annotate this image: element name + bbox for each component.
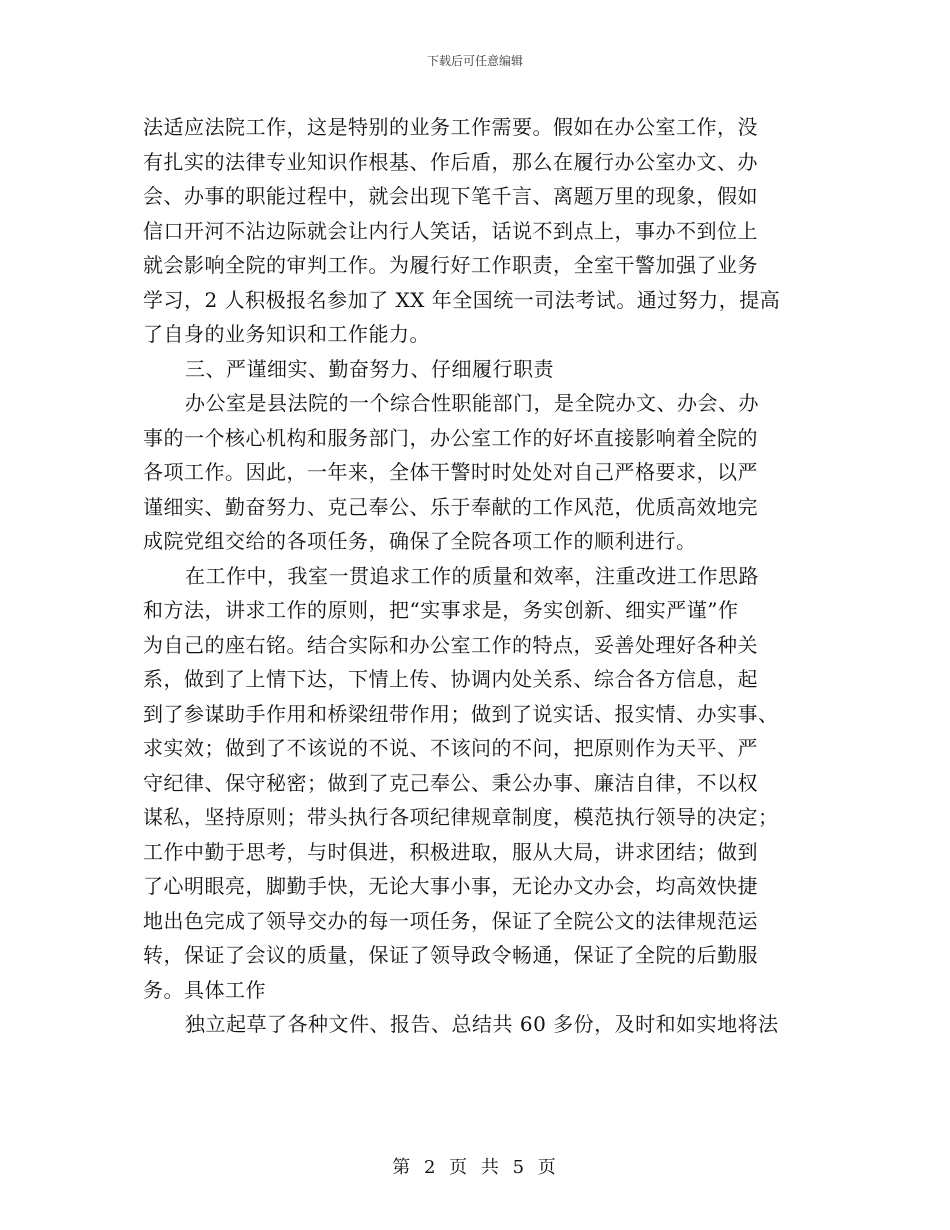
text-line: 守纪律、保守秘密；做到了克己奉公、秉公办事、廉洁自律，不以权 bbox=[143, 770, 758, 795]
text-line: 三、严谨细实、勤奋努力、仔细履行职责 bbox=[185, 356, 554, 381]
text-line: 事的一个核心机构和服务部门，办公室工作的好坏直接影响着全院的 bbox=[143, 425, 758, 450]
body-text bbox=[143, 110, 808, 1042]
text-line: 信口开河不沾边际就会让内行人笑话，话说不到点上，事办不到位上 bbox=[143, 218, 758, 243]
text-line: 独立起草了各种文件、报告、总结共 60 多份，及时和如实地将法 bbox=[185, 1012, 779, 1036]
text-line: 工作中勤于思考，与时俱进，积极进取，服从大局，讲求团结；做到 bbox=[143, 839, 758, 864]
text-line: 了自身的业务知识和工作能力。 bbox=[143, 322, 430, 346]
text-line: 各项工作。因此，一年来，全体干警时时处处对自己严格要求，以严 bbox=[143, 460, 758, 484]
text-line: 了心明眼亮，脚勤手快，无论大事小事，无论办文办会，均高效快捷 bbox=[143, 874, 758, 898]
text-line: 到了参谋助手作用和桥梁纽带作用；做到了说实话、报实情、办实事、 bbox=[143, 701, 779, 726]
text-line: 办公室是县法院的一个综合性职能部门，是全院办文、办会、办 bbox=[185, 391, 759, 415]
header-note: 下载后可任意编辑 bbox=[426, 54, 523, 68]
text-line: 有扎实的法律专业知识作根基、作后盾，那么在履行办公室办文、办 bbox=[143, 149, 758, 174]
text-line: 学习，2 人积极报名参加了 XX 年全国统一司法考试。通过努力，提高 bbox=[143, 287, 781, 312]
text-line: 转，保证了会议的质量，保证了领导政令畅通，保证了全院的后勤服 bbox=[143, 943, 758, 967]
text-line: 谨细实、勤奋努力、克己奉公、乐于奉献的工作风范，优质高效地完 bbox=[143, 494, 758, 519]
text-line: 谋私，坚持原则；带头执行各项纪律规章制度，模范执行领导的决定； bbox=[143, 805, 779, 829]
text-line: 成院党组交给的各项任务，确保了全院各项工作的顺利进行。 bbox=[143, 529, 697, 553]
text-line: 就会影响全院的审判工作。为履行好工作职责，全室干警加强了业务 bbox=[143, 253, 758, 277]
page-footer: 第 2 页 共 5 页 bbox=[392, 1157, 558, 1178]
text-line: 会、办事的职能过程中，就会出现下笔千言、离题万里的现象，假如 bbox=[143, 184, 758, 208]
text-line: 为自己的座右铭。结合实际和办公室工作的特点，妥善处理好各种关 bbox=[143, 632, 758, 657]
text-line: 在工作中，我室一贯追求工作的质量和效率，注重改进工作思路 bbox=[185, 563, 759, 588]
text-line: 求实效；做到了不该说的不说、不该问的不问，把原则作为天平、严 bbox=[143, 736, 758, 760]
text-line: 地出色完成了领导交办的每一项任务，保证了全院公文的法律规范运 bbox=[143, 908, 758, 933]
text-line: 务。具体工作 bbox=[143, 977, 266, 1002]
text-line: 系，做到了上情下达，下情上传、协调内处关系、综合各方信息，起 bbox=[143, 667, 758, 691]
text-line: 和方法，讲求工作的原则，把“实事求是，务实创新、细实严谨”作 bbox=[143, 598, 739, 622]
text-line: 法适应法院工作，这是特别的业务工作需要。假如在办公室工作，没 bbox=[143, 115, 758, 139]
